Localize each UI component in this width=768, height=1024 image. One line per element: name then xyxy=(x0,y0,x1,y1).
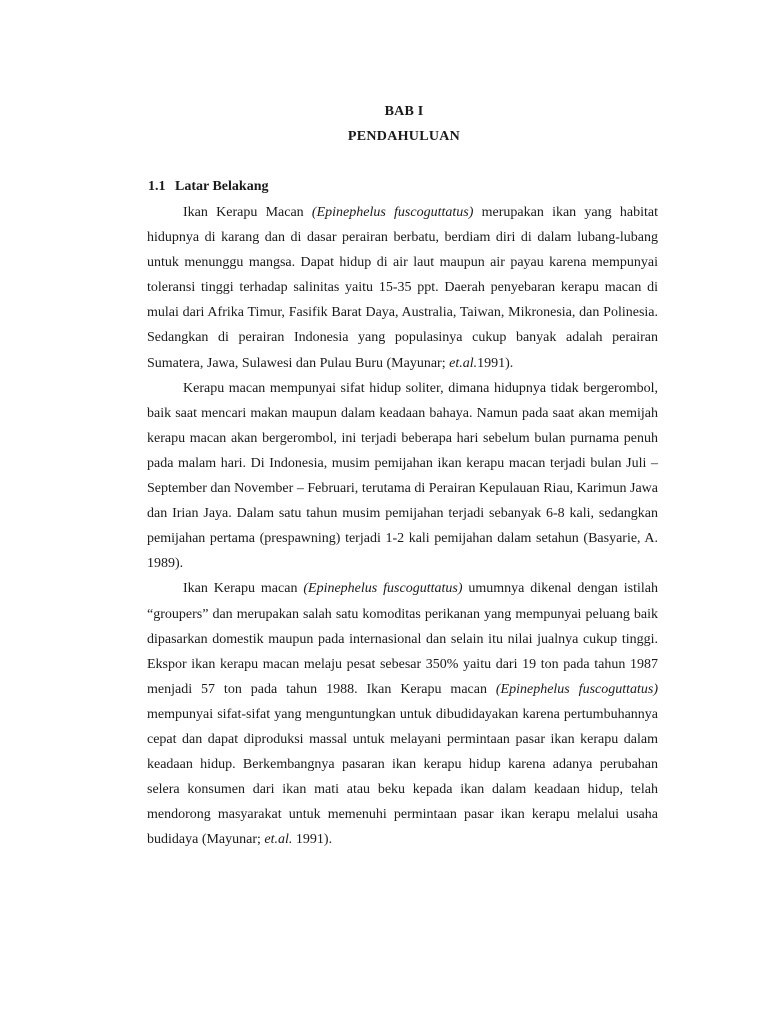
body-text xyxy=(147,200,658,852)
citation-et-al: et.al. xyxy=(264,832,293,848)
chapter-title: PENDAHULUAN xyxy=(347,129,461,144)
paragraph-3-end: 1991). xyxy=(292,832,333,848)
species-name: (Epinephelus fuscoguttatus) xyxy=(495,681,659,697)
citation-et-al: et.al. xyxy=(449,355,478,371)
paragraph-3-body-continued: mempunyai sifat-sifat yang menguntungkan untuk dibudidayakan karena pertumbuhannya cepat dan dapat diproduksi massal untuk melayani permintaan pasar ikan kerapu dalam keadaan hidup. Berkembangnya pasaran ikan kerapu hidup karena adanya perubahan selera konsumen dari ikan mati atau beku kepada ikan dalam keadaan hidup, telah mendorong masyarakat untuk memenuhi permintaan pasar ikan kerapu melalui usaha budidaya (Mayunar; xyxy=(147,706,658,848)
section-heading xyxy=(148,179,268,195)
paragraph-3-start: Ikan Kerapu macan xyxy=(183,581,304,597)
species-name: (Epinephelus fuscoguttatus) xyxy=(303,581,463,597)
paragraph-3 xyxy=(147,576,658,852)
section-title: Latar Belakang xyxy=(175,179,269,194)
paragraph-1-body: merupakan ikan yang habitat hidupnya di karang dan di dasar perairan berbatu, berdiam diri di dalam lubang-lubang untuk menunggu mangsa. Dapat hidup di air laut maupun air payau karena mempunyai toleransi tinggi terhadap salinitas yaitu 15-35 ppt. Daerah penyebaran kerapu macan di mulai dari Afrika Timur, Fasifik Barat Daya, Australia, Taiwan, Mikronesia, dan Polinesia. Sedangkan di perairan Indonesia yang populasinya cukup banyak adalah perairan Sumatera, Jawa, Sulawesi dan Pulau Buru (Mayunar; xyxy=(147,205,658,371)
paragraph-2: Kerapu macan mempunyai sifat hidup soliter, dimana hidupnya tidak bergerombol, baik saat mencari makan maupun dalam keadaan bahaya. Namun pada saat akan memijah kerapu macan akan bergerombol, ini terjadi beberapa hari sebelum bulan purnama penuh pada malam hari. Di Indonesia, musim pemijahan ikan kerapu macan terjadi bulan Juli – September dan November – Februari, terutama di Perairan Kepulauan Riau, Karimun Jawa dan Irian Jaya. Dalam satu tahun musim pemijahan terjadi sebanyak 6-8 kali, sedangkan pemijahan pertama (prespawning) terjadi 1-2 kali pemijahan dalam setahun (Basyarie, A. 1989). xyxy=(147,380,658,572)
paragraph-1-start: Ikan Kerapu Macan xyxy=(183,205,312,220)
chapter-number: BAB I xyxy=(384,104,424,119)
paragraph-3-body: umumnya dikenal dengan istilah “groupers” dan merupakan salah satu komoditas perikanan yang mempunyai peluang baik dipasarkan domestik maupun pada internasional dan selain itu nilai jualnya cukup tinggi. Ekspor ikan kerapu macan melaju pesat sebesar 350% yaitu dari 19 ton pada tahun 1987 menjadi 57 ton pada tahun 1988. Ikan Kerapu macan xyxy=(147,581,658,697)
paragraph-1-end: 1991). xyxy=(477,355,514,371)
section-number: 1.1 xyxy=(148,179,166,194)
species-name: (Epinephelus fuscoguttatus) xyxy=(311,205,474,220)
paragraph-1 xyxy=(147,200,658,376)
